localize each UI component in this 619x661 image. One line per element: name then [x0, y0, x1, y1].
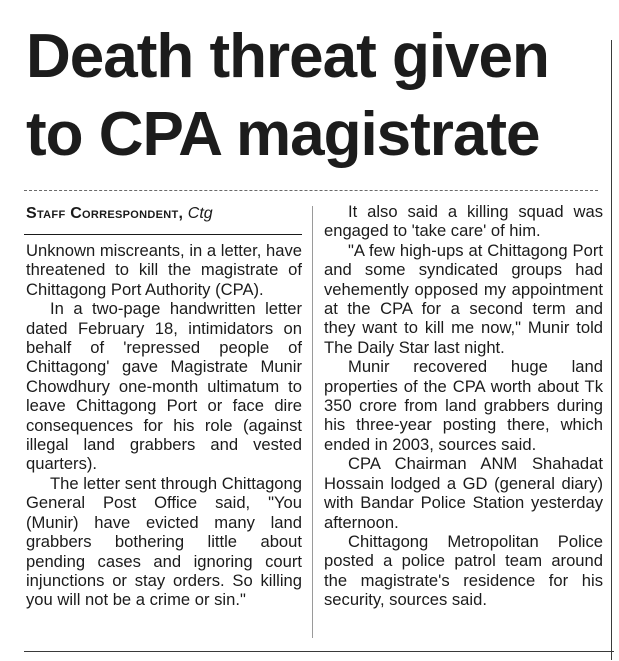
- paragraph: It also said a killing squad was engaged to 'take care' of him.: [324, 202, 603, 241]
- paragraph: The letter sent through Chittagong General Post Office said, "You (Munir) have evicted many land grabbers bothering little about pending cases and ignoring court injunctions or stay orders. So killing you will not be a crime or sin.": [26, 473, 302, 610]
- paragraph: "A few high-ups at Chittagong Port and some syndicated groups had vehemently opposed my appointment at the CPA for a second term and they want to kill me now," Munir told The Daily Star last night.: [324, 240, 603, 357]
- headline-line-1: Death threat given: [26, 22, 549, 91]
- headline-divider: [24, 190, 598, 191]
- article-column-left: [26, 241, 302, 610]
- headline: [26, 18, 606, 174]
- byline-underline: [24, 234, 302, 235]
- byline: [26, 204, 306, 224]
- column-divider: [312, 206, 313, 638]
- page-edge-rule: [611, 40, 612, 660]
- paragraph: CPA Chairman ANM Shahadat Hossain lodged a GD (general diary) with Bandar Police Station yesterday afternoon.: [324, 454, 603, 532]
- paragraph: Unknown miscreants, in a letter, have threatened to kill the magistrate of Chittagong Port Authority (CPA).: [26, 241, 302, 299]
- paragraph: Munir recovered huge land properties of the CPA worth about Tk 350 crore from land grabbers during his three-year posting there, which ended in 2003, sources said.: [324, 357, 603, 454]
- byline-correspondent: Staff Correspondent,: [26, 205, 184, 222]
- footer-rule: [24, 651, 614, 652]
- article-column-right: [324, 202, 603, 610]
- headline-line-2: to CPA magistrate: [26, 100, 540, 169]
- paragraph: In a two-page handwritten letter dated February 18, intimidators on behalf of 'repressed people of Chittagong' gave Magistrate Munir Chowdhury one-month ultimatum to leave Chittagong Port or face dire consequences for his role (against illegal land grabbers and vested quarters).: [26, 299, 302, 474]
- byline-location: Ctg: [187, 205, 213, 222]
- paragraph: Chittagong Metropolitan Police posted a police patrol team around the magistrate's residence for his security, sources said.: [324, 531, 603, 610]
